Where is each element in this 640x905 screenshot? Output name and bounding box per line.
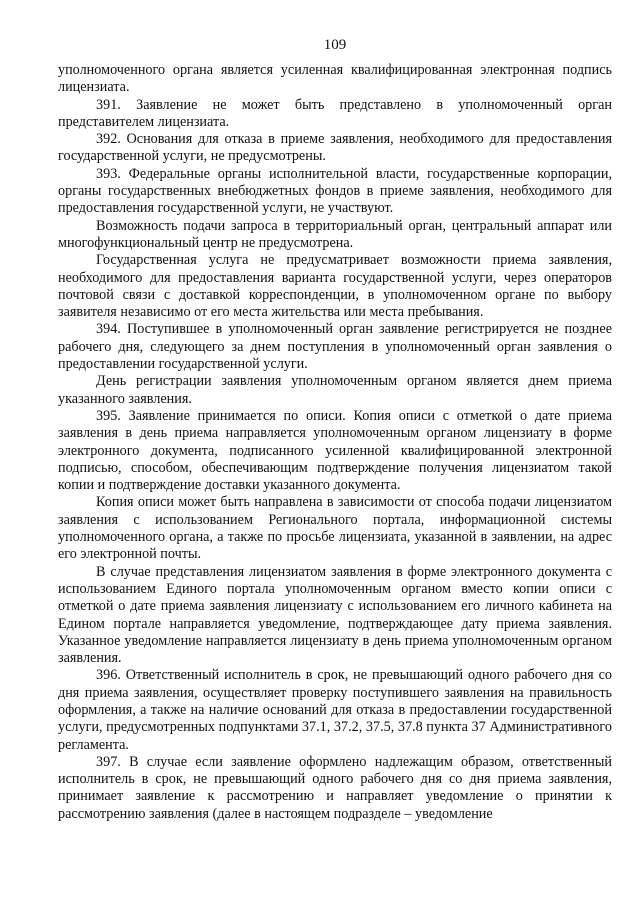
paragraph: уполномоченного органа является усиленная квалифицированная электронная подпись лицензиата. — [58, 62, 612, 96]
paragraph: 397. В случае если заявление оформлено надлежащим образом, ответственный исполнитель в срок, не превышающий одного рабочего дня со дня приема заявления, принимает заявление к рассмотрению и направляет уведомление о принятии к рассмотрению заявления (далее в настоящем подразделе – уведомление — [58, 753, 612, 822]
document-body — [58, 62, 612, 823]
paragraph: Государственная услуга не предусматривает возможности приема заявления, необходимого для предоставления варианта государственной услуги, через операторов почтовой связи с доставкой корреспонденции, в уполномоченном органе по выбору заявителя независимо от его места жительства или места пребывания. — [58, 252, 612, 321]
page-number: 109 — [323, 37, 347, 53]
paragraph: 392. Основания для отказа в приеме заявления, необходимого для предоставления государственной услуги, не предусмотрены. — [58, 131, 612, 165]
paragraph: 394. Поступившее в уполномоченный орган заявление регистрируется не позднее рабочего дня, следующего за днем поступления в уполномоченный орган заявления о предоставлении государственной услуги. — [58, 321, 612, 373]
paragraph: 393. Федеральные органы исполнительной власти, государственные корпорации, органы государственных внебюджетных фондов в приеме заявления, необходимого для предоставления государственной услуги, не участвуют. — [58, 165, 612, 217]
paragraph: Копия описи может быть направлена в зависимости от способа подачи лицензиатом заявления с использованием Регионального портала, информационной системы уполномоченного органа, а также по просьбе лицензиата, указанной в заявлении, на адрес его электронной почты. — [58, 494, 612, 563]
paragraph: 396. Ответственный исполнитель в срок, не превышающий одного рабочего дня со дня приема заявления, осуществляет проверку поступившего заявления на правильность оформления, а также на наличие оснований для отказа в предоставлении государственной услуги, предусмотренных подпунктами 37.1, 37.2, 37.5, 37.8 пункта 37 Административного регламента. — [58, 667, 612, 753]
paragraph: Возможность подачи запроса в территориальный орган, центральный аппарат или многофункциональный центр не предусмотрена. — [58, 217, 612, 251]
document-page — [58, 0, 612, 905]
paragraph: В случае представления лицензиатом заявления в форме электронного документа с использованием Единого портала уполномоченным органом вместо копии описи с отметкой о дате приема заявления лицензиату с использованием его личного кабинета на Едином портале направляется уведомление, подтверждающее дату приема заявления. Указанное уведомление направляется лицензиату в день приема уполномоченным органом заявления. — [58, 563, 612, 667]
paragraph: День регистрации заявления уполномоченным органом является днем приема указанного заявления. — [58, 373, 612, 407]
paragraph: 395. Заявление принимается по описи. Копия описи с отметкой о дате приема заявления в день приема направляется уполномоченным органом лицензиату в форме электронного документа, подписанного усиленной квалифицированной электронной подписью, способом, обеспечивающим подтверждение получения лицензиатом такой копии и подтверждение доставки указанного документа. — [58, 407, 612, 494]
paragraph: 391. Заявление не может быть представлено в уполномоченный орган представителем лицензиата. — [58, 96, 612, 130]
